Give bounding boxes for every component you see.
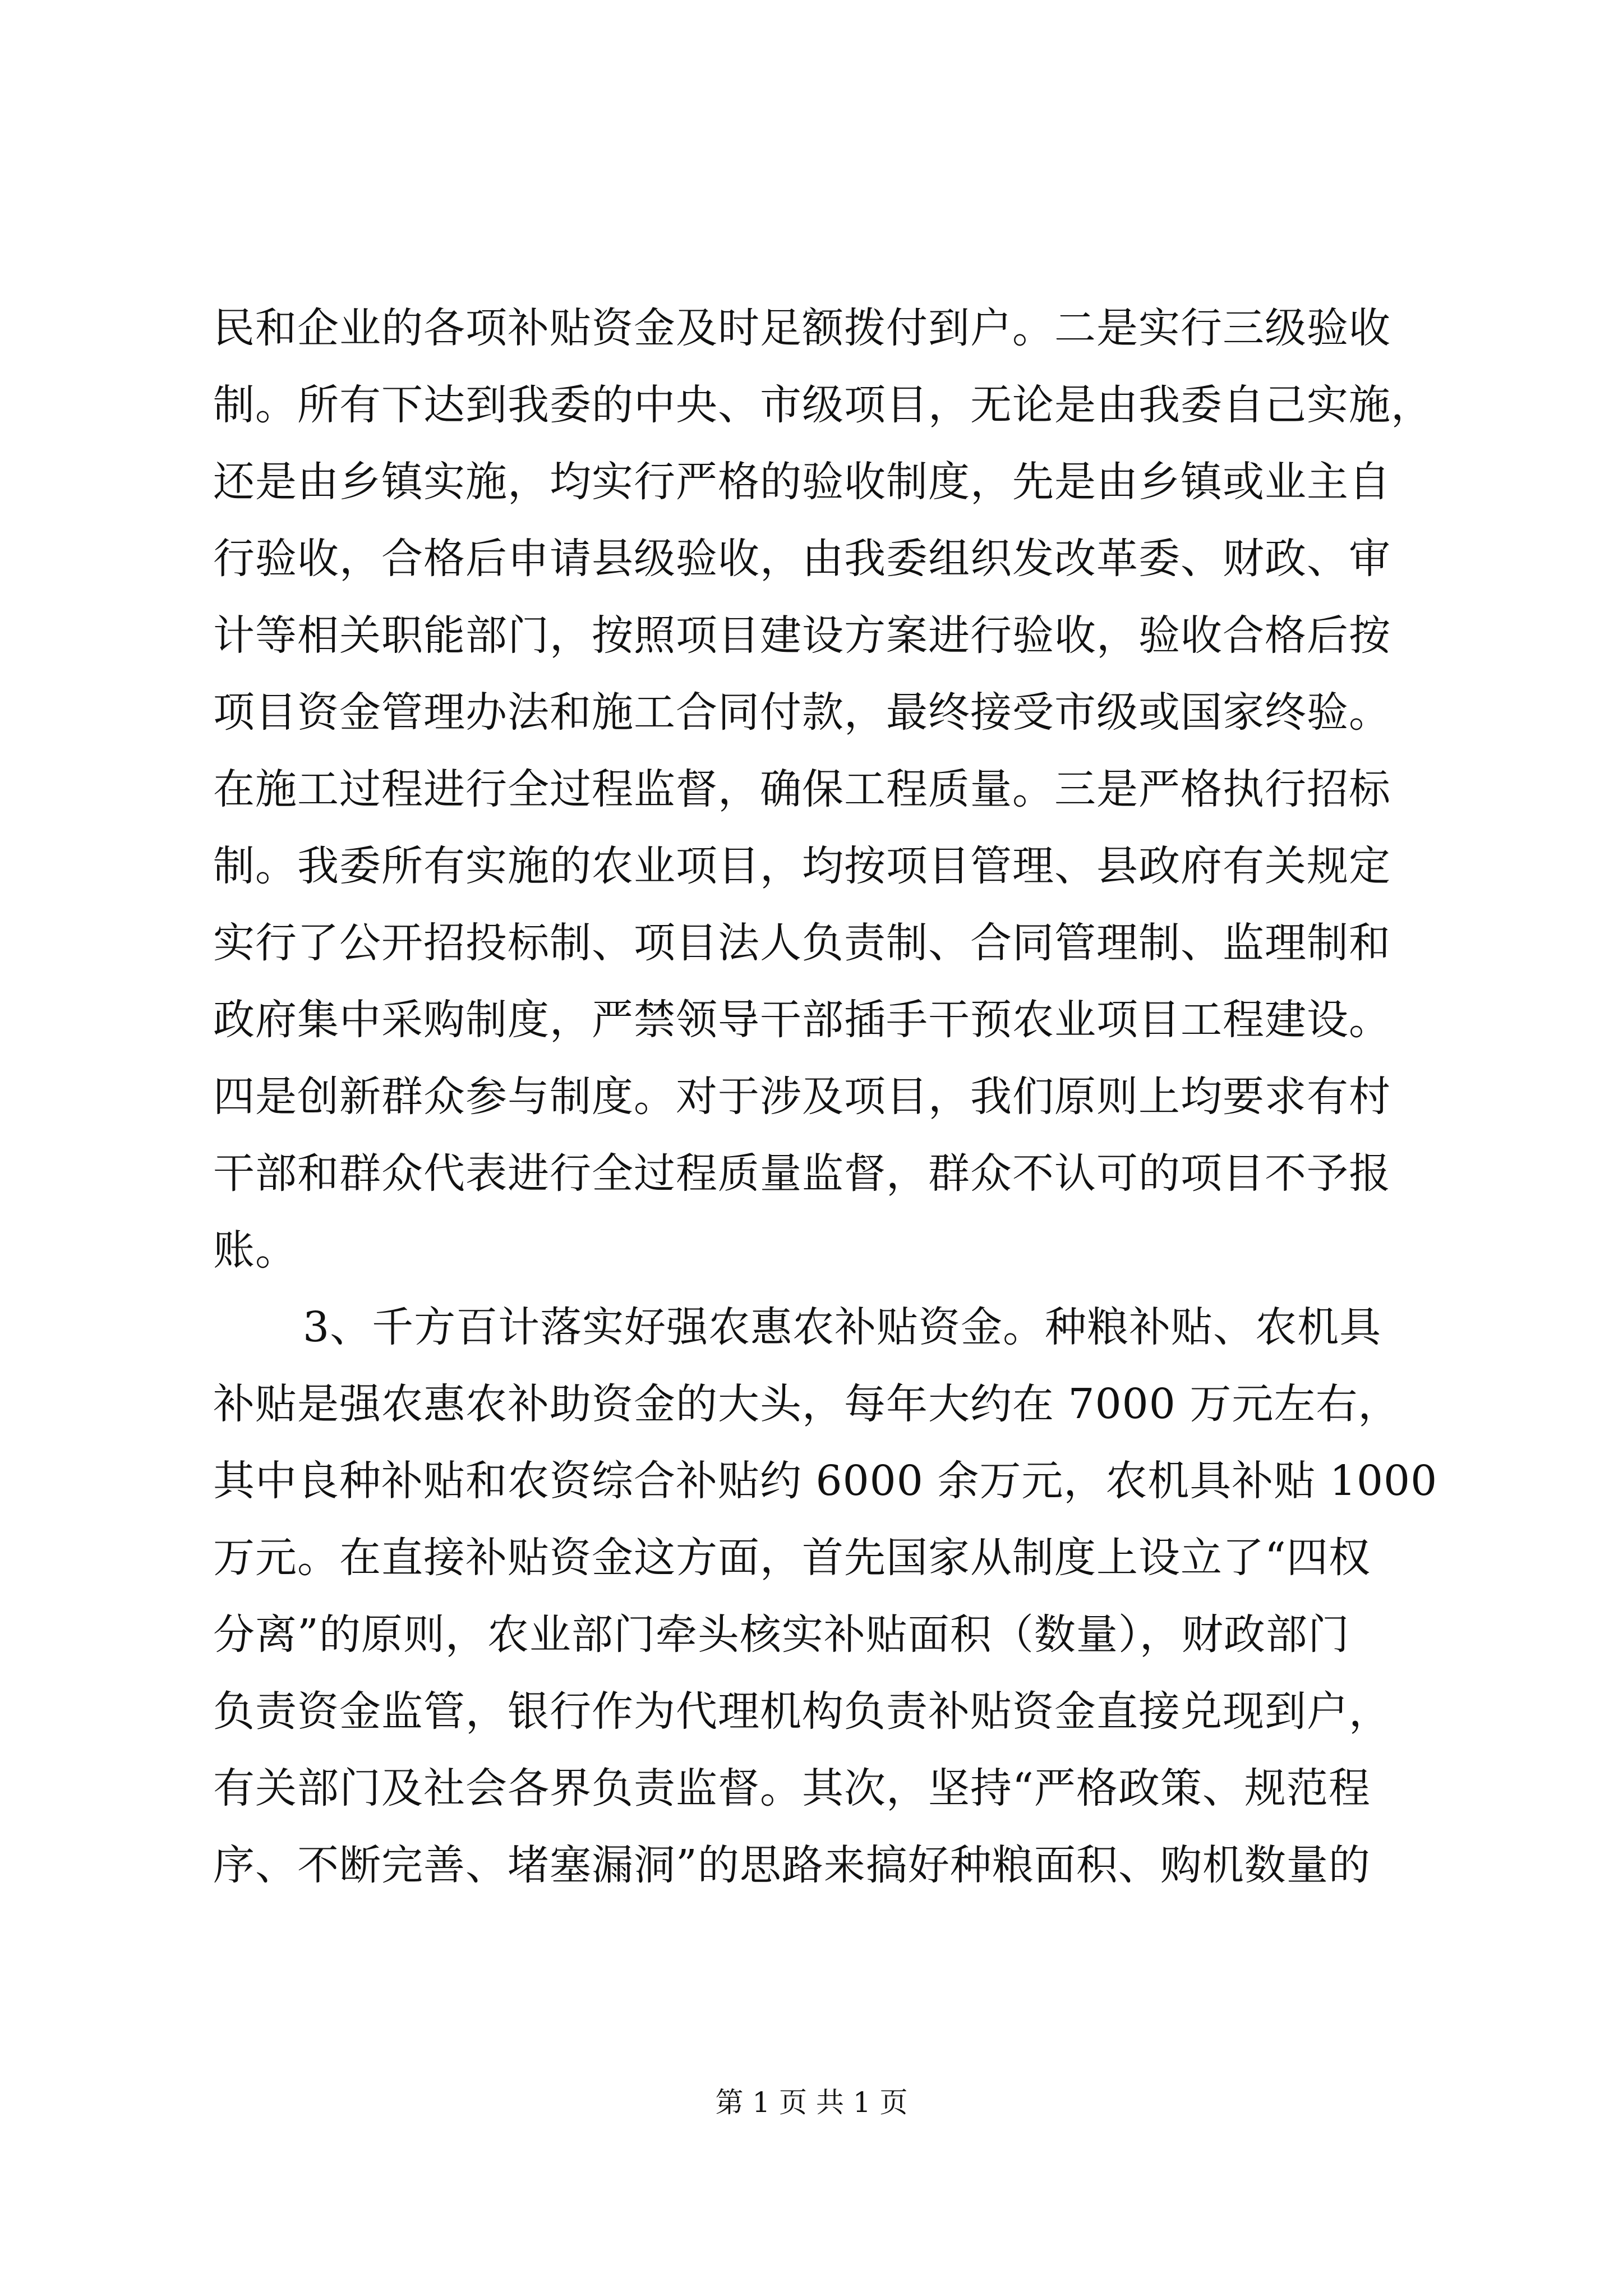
text-line-11: 四是创新群众参与制度。对于涉及项目，我们原则上均要求有村 [213, 1073, 1391, 1121]
text-line-18: 分离”的原则，农业部门牵头核实补贴面积（数量），财政部门 [213, 1611, 1350, 1659]
text-line-15: 补贴是强农惠农补助资金的大头，每年大约在 7000 万元左右， [213, 1380, 1400, 1428]
text-line-4: 行验收，合格后申请县级验收，由我委组织发改革委、财政、审 [213, 535, 1391, 583]
text-line-13: 账。 [213, 1226, 297, 1274]
text-line-21: 序、不断完善、堵塞漏洞”的思路来搞好种粮面积、购机数量的 [213, 1841, 1371, 1889]
text-line-17: 万元。在直接补贴资金这方面，首先国家从制度上设立了“四权 [213, 1534, 1371, 1582]
text-line-20: 有关部门及社会各界负责监督。其次，坚持“严格政策、规范程 [213, 1764, 1371, 1812]
text-line-10: 政府集中采购制度，严禁领导干部插手干预农业项目工程建设。 [213, 996, 1391, 1044]
text-line-8: 制。我委所有实施的农业项目，均按项目管理、县政府有关规定 [213, 842, 1391, 890]
text-line-12: 干部和群众代表进行全过程质量监督，群众不认可的项目不予报 [213, 1149, 1391, 1198]
text-line-16: 其中良种补贴和农资综合补贴约 6000 余万元，农机具补贴 1000 [213, 1457, 1438, 1505]
text-line-1: 民和企业的各项补贴资金及时足额拨付到户。二是实行三级验收 [213, 304, 1391, 352]
text-line-14: 3、千方百计落实好强农惠农补贴资金。种粮补贴、农机具 [303, 1303, 1382, 1351]
text-line-9: 实行了公开招投标制、项目法人负责制、合同管理制、监理制和 [213, 919, 1391, 967]
text-line-19: 负责资金监管，银行作为代理机构负责补贴资金直接兑现到户， [213, 1687, 1391, 1736]
text-line-2: 制。所有下达到我委的中央、市级项目，无论是由我委自己实施， [213, 381, 1433, 429]
text-line-6: 项目资金管理办法和施工合同付款，最终接受市级或国家终验。 [213, 688, 1391, 737]
page-number-footer: 第 1 页 共 1 页 [715, 2086, 908, 2119]
text-line-7: 在施工过程进行全过程监督，确保工程质量。三是严格执行招标 [213, 765, 1391, 813]
text-line-5: 计等相关职能部门，按照项目建设方案进行验收，验收合格后按 [213, 611, 1391, 660]
text-line-3: 还是由乡镇实施，均实行严格的验收制度，先是由乡镇或业主自 [213, 458, 1391, 506]
